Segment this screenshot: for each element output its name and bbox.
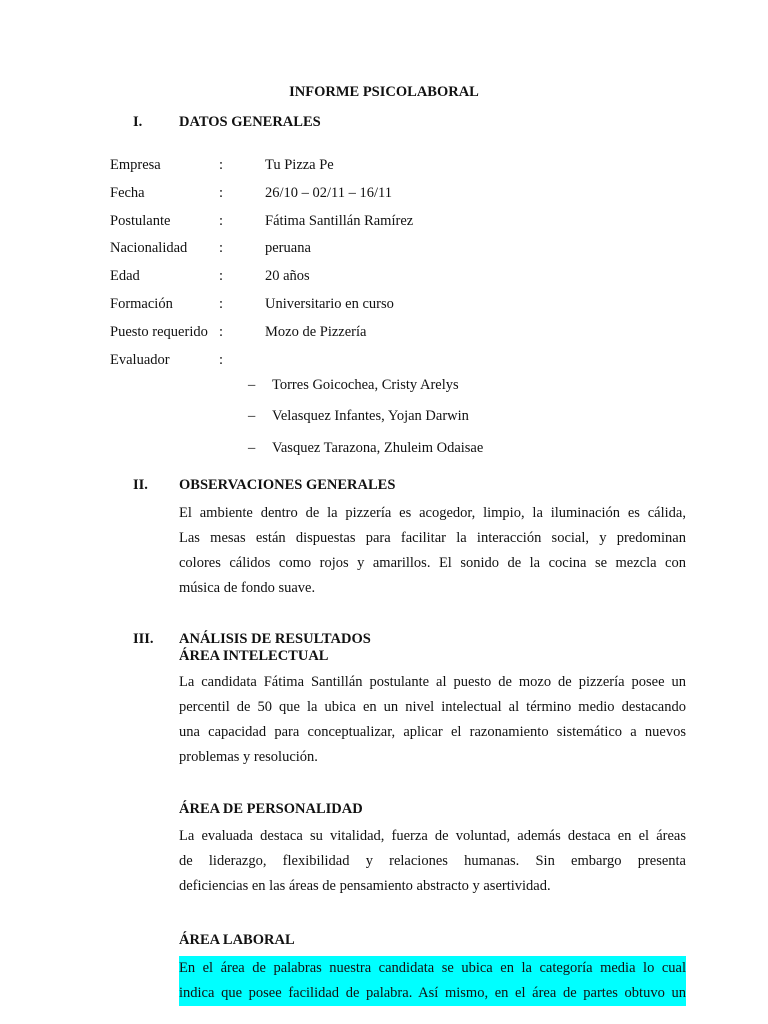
paragraph-line: una capacidad para conceptualizar, aplicar el razonamiento sistemático a nuevos [179, 724, 686, 740]
observations-paragraph [179, 501, 686, 601]
paragraph-line: colores cálidos como rojos y amarillos. El sonido de la cocina se mezcla con [179, 555, 686, 571]
field-value: 20 años [265, 268, 310, 284]
field-label: Postulante [110, 213, 171, 229]
section-3-title: ANÁLISIS DE RESULTADOS [179, 631, 371, 647]
field-colon: : [219, 213, 224, 229]
field-label: Formación [110, 296, 173, 312]
labor-area-heading: ÁREA LABORAL [179, 932, 295, 948]
section-1-number: I. [133, 114, 143, 130]
field-colon: : [219, 296, 224, 312]
labor-paragraph [179, 956, 686, 1006]
field-label: Puesto requerido [110, 324, 208, 340]
highlighted-line: En el área de palabras nuestra candidata se ubica en la categoría media lo cual [179, 956, 686, 981]
field-label: Empresa [110, 157, 161, 173]
field-label: Fecha [110, 185, 145, 201]
personality-paragraph [179, 824, 686, 899]
section-3-number: III. [133, 631, 154, 647]
dash-bullet: – [248, 377, 256, 393]
paragraph-line: La candidata Fátima Santillán postulante al puesto de mozo de pizzería posee un [179, 674, 686, 690]
paragraph-line: música de fondo suave. [179, 580, 316, 596]
field-colon: : [219, 268, 224, 284]
field-label: Nacionalidad [110, 240, 188, 256]
document-title: INFORME PSICOLABORAL [289, 84, 479, 100]
intellectual-area-heading: ÁREA INTELECTUAL [179, 648, 329, 664]
paragraph-line: problemas y resolución. [179, 749, 318, 765]
evaluator-name: Torres Goicochea, Cristy Arelys [272, 377, 459, 393]
paragraph-line: de liderazgo, flexibilidad y relaciones humanas. Sin embargo presenta [179, 853, 686, 869]
paragraph-line: percentil de 50 que la ubica en un nivel intelectual al término medio destacando [179, 699, 686, 715]
field-value: Mozo de Pizzería [265, 324, 367, 340]
evaluator-name: Velasquez Infantes, Yojan Darwin [272, 408, 469, 424]
field-label: Edad [110, 268, 140, 284]
field-value: Universitario en curso [265, 296, 394, 312]
dash-bullet: – [248, 408, 256, 424]
field-colon: : [219, 157, 224, 173]
field-value: Tu Pizza Pe [265, 157, 334, 173]
paragraph-line: Las mesas están dispuestas para facilitar la interacción social, y predominan [179, 530, 686, 546]
section-2-number: II. [133, 477, 148, 493]
paragraph-line: La evaluada destaca su vitalidad, fuerza de voluntad, además destaca en el áreas [179, 828, 686, 844]
intellectual-paragraph [179, 670, 686, 770]
field-colon: : [219, 324, 224, 340]
field-label: Evaluador [110, 352, 170, 368]
highlighted-line: indica que posee facilidad de palabra. Así mismo, en el área de partes obtuvo un [179, 981, 686, 1006]
evaluator-name: Vasquez Tarazona, Zhuleim Odaisae [272, 440, 484, 456]
field-value: peruana [265, 240, 311, 256]
section-2-title: OBSERVACIONES GENERALES [179, 477, 396, 493]
field-colon: : [219, 240, 224, 256]
field-colon: : [219, 185, 224, 201]
paragraph-line: deficiencias en las áreas de pensamiento abstracto y asertividad. [179, 878, 551, 894]
personality-area-heading: ÁREA DE PERSONALIDAD [179, 801, 363, 817]
field-value: Fátima Santillán Ramírez [265, 213, 414, 229]
paragraph-line: El ambiente dentro de la pizzería es acogedor, limpio, la iluminación es cálida, [179, 505, 686, 521]
dash-bullet: – [248, 440, 256, 456]
field-colon: : [219, 352, 224, 368]
section-1-title: DATOS GENERALES [179, 114, 321, 130]
field-value: 26/10 – 02/11 – 16/11 [265, 185, 393, 201]
